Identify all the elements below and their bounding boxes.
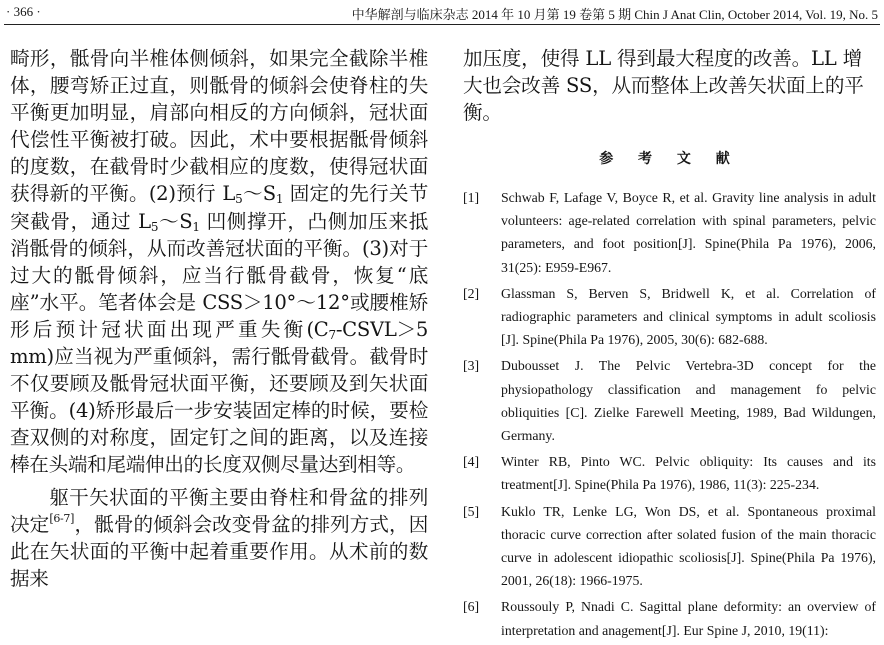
citation-link[interactable]: [6-7] (49, 511, 75, 525)
left-column (10, 45, 428, 592)
journal-citation-line: 中华解剖与临床杂志 2014 年 10 月第 19 卷第 5 期 Chin J Anat Clin, October 2014, Vol. 19, No. 5 (351, 7, 878, 22)
reference-list (463, 186, 876, 642)
reference-text: Kuklo TR, Lenke LG, Won DS, et al. Spontaneous proximal thoracic curve correction after solated fusion of the main thoracic curve in adolescent idiopathic scoliosis[J]. Spine(Phila Pa 1976), 2001, 26(18): 1966-1975. (501, 503, 876, 589)
body-paragraph-2: 躯干矢状面的平衡主要由脊柱和骨盆的排列决定[6-7]，骶骨的倾斜会改变骨盆的排列方式，因此在矢状面的平衡中起着重要作用。从术前的数据来 (10, 485, 428, 590)
reference-item (463, 186, 876, 279)
reference-number: [3] (463, 358, 480, 374)
reference-item (463, 595, 876, 641)
body-paragraph-continuation: 加压度，使得 LL 得到最大程度的改善。LL 增大也会改善 SS，从而整体上改善矢状面上的平衡。 (463, 47, 864, 124)
reference-number: [2] (463, 285, 480, 301)
reference-item (463, 282, 876, 352)
reference-text: Roussouly P, Nnadi C. Sagittal plane deformity: an overview of interpretation and anagement[J]. Eur Spine J, 2010, 19(11): (501, 599, 876, 638)
reference-text: Winter RB, Pinto WC. Pelvic obliquity: Its causes and its treatment[J]. Spine(Phila Pa 1976), 1986, 11(3): 225-234. (501, 454, 876, 493)
header-rule (4, 24, 880, 25)
page-header (0, 0, 884, 24)
reference-number: [4] (463, 454, 480, 470)
page-number: · 366 · (6, 4, 41, 19)
reference-item (463, 500, 876, 593)
references-heading: 参 考 文 献 (599, 151, 740, 167)
reference-item (463, 354, 876, 447)
reference-number: [1] (463, 190, 480, 205)
right-column (463, 45, 876, 645)
body-paragraph-1: 畸形，骶骨向半椎体侧倾斜，如果完全截除半椎体，腰弯矫正过直，则骶骨的倾斜会使脊柱的失平衡更加明显，肩部向相反的方向倾斜，冠状面代偿性平衡被打破。因此，术中要根据骶骨倾斜的度数，在截骨时少截相应的度数，使得冠状面获得新的平衡。(2)预行 $L_5\sim S_1$ 固定的先行关节突截骨，通过 $L_5\sim S_1$ 凹侧撑开，凸侧加压来抵消骶骨的倾斜，从而改善冠状面的平衡。(3)对于过大的骶骨倾斜，应当行骶骨截骨，恢复“底座”水平。笔者体会是 CSS＞10°～12°或腰椎矫形后预计冠状面出现严重失衡($C_7-CSVL>5$ mm)应当视为严重倾斜，需行骶骨截骨。截骨时不仅要顾及骶骨冠状面平衡，还要顾及到矢状面平衡。(4)矫形最后一步安装固定棒的时候，要检查双侧的对称度，固定钉之间的距离，以及连接棒在头端和尾端伸出的长度双侧尽量达到相等。 (10, 47, 428, 477)
reference-text: Schwab F, Lafage V, Boyce R, et al. Gravity line analysis in adult volunteers: age-related correlation with spinal parameters, pelvic parameters, and foot position[J]. Spine(Phila Pa 1976), 2006, 31(25): E959-E967. (501, 190, 876, 275)
reference-text: Dubousset J. The Pelvic Vertebra-3D concept for the physiopathology classification and management fo pelvic obliquities [C]. Zielke Farewell Meeting, 1989, Bad Wildungen, Germany. (501, 358, 876, 444)
reference-number: [6] (463, 599, 480, 615)
reference-text: Glassman S, Berven S, Bridwell K, et al. Correlation of radiographic parameters and clinical symptoms in adult scoliosis [J]. Spine(Phila Pa 1976), 2005, 30(6): 682-688. (501, 285, 876, 348)
reference-number: [5] (463, 503, 480, 519)
reference-item (463, 450, 876, 496)
